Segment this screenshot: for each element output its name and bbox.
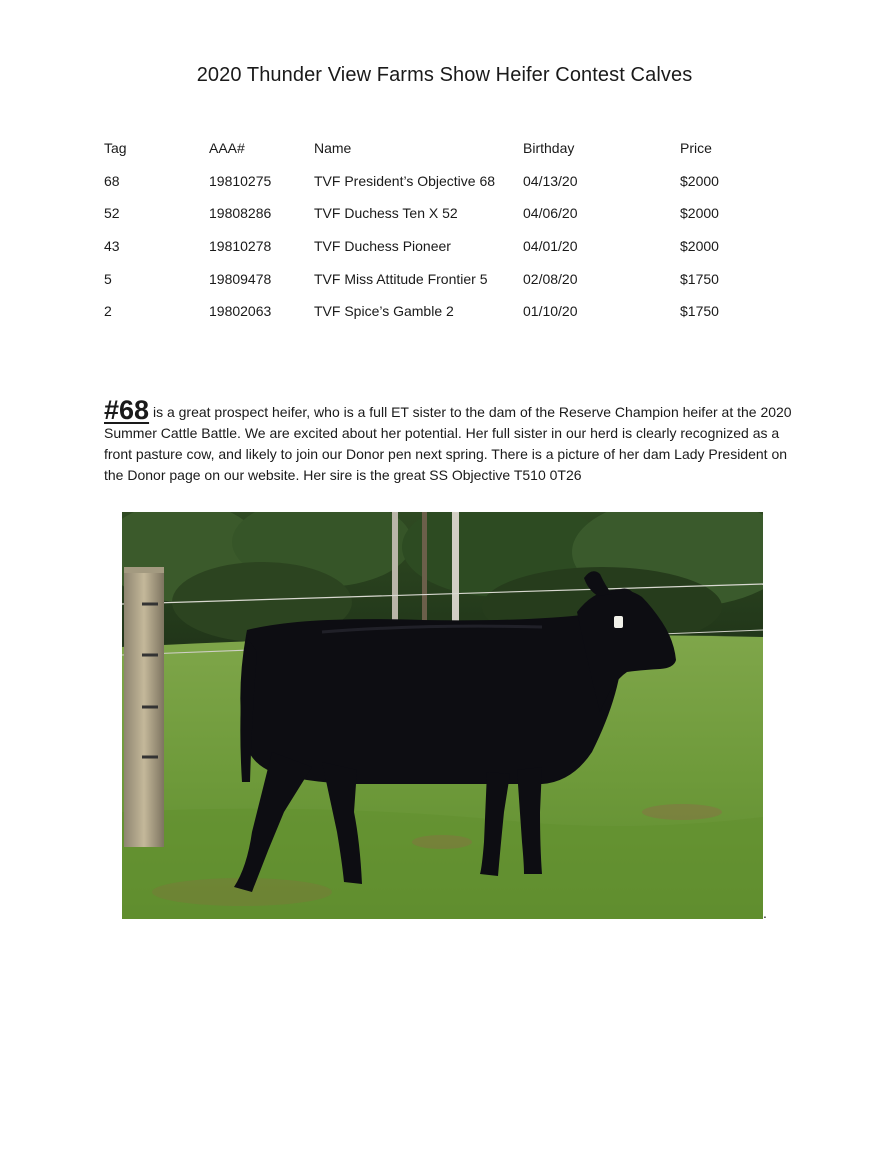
table-row <box>101 295 763 328</box>
cell-birthday: 04/13/20 <box>523 172 578 189</box>
page-title: 2020 Thunder View Farms Show Heifer Contest Calves <box>196 64 693 86</box>
column-header-aaa: AAA# <box>209 140 245 157</box>
cell-tag: 68 <box>104 172 120 189</box>
cell-birthday: 04/01/20 <box>523 238 578 255</box>
calves-table <box>101 132 763 328</box>
cell-aaa: 19809478 <box>209 270 272 287</box>
cell-tag: 2 <box>104 303 112 320</box>
table-row <box>101 165 763 198</box>
table-row <box>101 197 763 230</box>
cell-aaa: 19808286 <box>209 205 272 222</box>
heifer-number: #68 <box>104 395 150 425</box>
column-header-tag: Tag <box>104 140 127 157</box>
heifer-photo <box>122 512 763 919</box>
cell-aaa: 19810278 <box>209 238 272 255</box>
column-header-birthday: Birthday <box>523 140 575 157</box>
cell-price: $1750 <box>680 303 719 320</box>
description-text: is a great prospect heifer, who is a full ET sister to the dam of the Reserve Champion heifer at the 2020 Summer Cattle Battle. We are excited about her potential. Her full sister in our herd is clearly recognized as a front pasture cow, and likely to join our Donor pen next spring. There is a picture of her dam Lady President on the Donor page on our website. Her sire is the great SS Objective T510 0T26 <box>104 404 792 483</box>
cell-price: $2000 <box>680 172 719 189</box>
cell-tag: 52 <box>104 205 120 222</box>
cell-name: TVF Spice’s Gamble 2 <box>314 303 454 320</box>
cell-birthday: 02/08/20 <box>523 270 578 287</box>
cell-price: $2000 <box>680 205 719 222</box>
cell-name: TVF Duchess Pioneer <box>314 238 451 255</box>
cell-name: TVF President’s Objective 68 <box>314 172 496 189</box>
cell-tag: 43 <box>104 238 120 255</box>
cell-name: TVF Duchess Ten X 52 <box>314 205 458 222</box>
trailing-period: . <box>763 905 767 921</box>
cell-birthday: 01/10/20 <box>523 303 578 320</box>
cell-birthday: 04/06/20 <box>523 205 578 222</box>
cell-aaa: 19802063 <box>209 303 272 320</box>
cell-price: $2000 <box>680 238 719 255</box>
heifer-description <box>104 395 794 486</box>
cell-price: $1750 <box>680 270 719 287</box>
table-row <box>101 262 763 295</box>
column-header-price: Price <box>680 140 712 157</box>
cell-name: TVF Miss Attitude Frontier 5 <box>314 270 488 287</box>
cell-aaa: 19810275 <box>209 172 272 189</box>
table-row <box>101 230 763 263</box>
table-header-row <box>101 132 763 165</box>
cell-tag: 5 <box>104 270 112 287</box>
column-header-name: Name <box>314 140 352 157</box>
